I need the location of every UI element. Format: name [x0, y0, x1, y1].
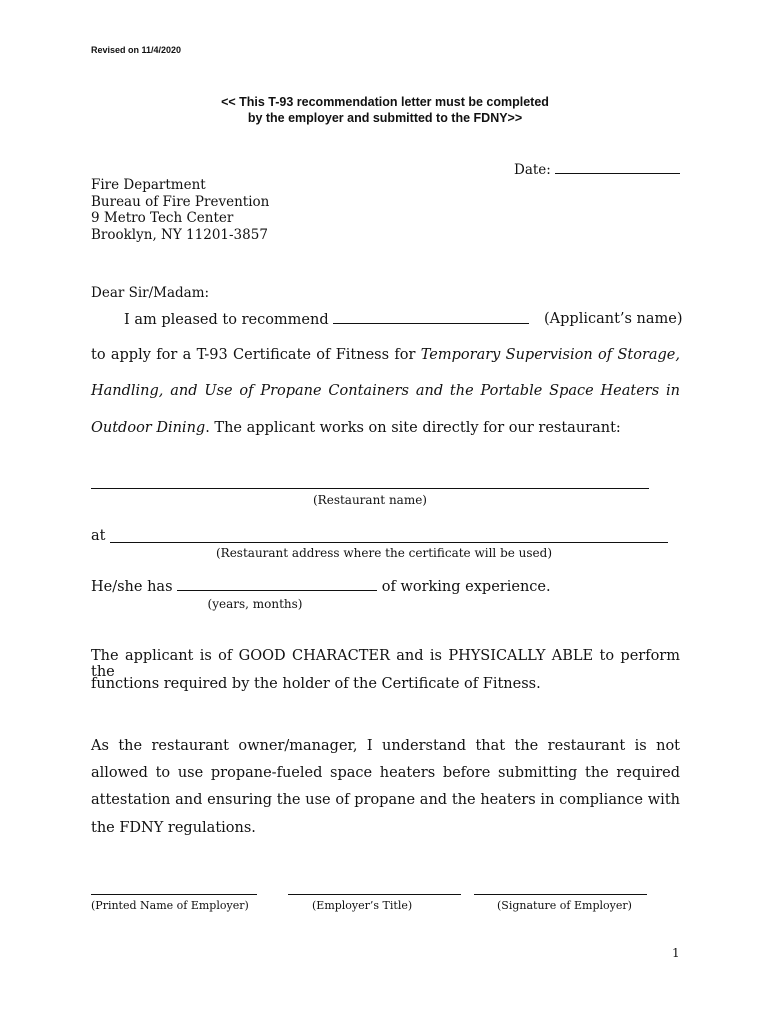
- understanding-line-4: the FDNY regulations.: [91, 820, 256, 836]
- body-line-2-italic: Temporary Supervision of Storage,: [420, 347, 680, 363]
- header-line-1: << This T-93 recommendation letter must be completed: [221, 95, 549, 109]
- body-line-3: [91, 383, 680, 399]
- body-line-4-rest: . The applicant works on site directly for our restaurant:: [205, 420, 621, 436]
- signature-caption: (Signature of Employer): [497, 899, 632, 912]
- understanding-line-2: allowed to use propane-fueled space heaters before submitting the required: [91, 765, 680, 781]
- address-line-3: 9 Metro Tech Center: [91, 210, 234, 226]
- recommend-prefix: I am pleased to recommend: [124, 312, 329, 328]
- body-line-3-italic: Handling, and Use of Propane Containers and the Portable Space Heaters in: [91, 383, 680, 399]
- date-field[interactable]: [514, 161, 680, 178]
- header-line-2: by the employer and submitted to the FDNY>>: [247, 111, 523, 125]
- applicant-name-blank[interactable]: [333, 311, 529, 324]
- experience-line: [91, 578, 551, 595]
- experience-prefix: He/she has: [91, 579, 173, 595]
- restaurant-name-blank[interactable]: [91, 488, 649, 489]
- restaurant-name-caption: (Restaurant name): [313, 493, 427, 507]
- at-label: at: [91, 528, 106, 544]
- signature-blank[interactable]: [474, 894, 647, 895]
- experience-caption: (years, months): [207, 597, 303, 611]
- body-line-2: [91, 347, 680, 363]
- recommend-line: [124, 311, 529, 328]
- salutation: Dear Sir/Madam:: [91, 285, 210, 301]
- address-line-2: Bureau of Fire Prevention: [91, 194, 270, 210]
- restaurant-address-caption: (Restaurant address where the certificate will be used): [215, 546, 553, 560]
- page-number: 1: [672, 946, 680, 960]
- revised-date: Revised on 11/4/2020: [91, 45, 182, 55]
- body-line-4-italic: Outdoor Dining: [91, 420, 206, 436]
- address-line-4: Brooklyn, NY 11201-3857: [91, 227, 268, 243]
- understanding-line-3: attestation and ensuring the use of propane and the heaters in compliance with: [91, 792, 680, 808]
- applicant-label: (Applicant’s name): [544, 311, 683, 327]
- character-line-2: functions required by the holder of the Certificate of Fitness.: [91, 676, 541, 692]
- employer-title-blank[interactable]: [288, 894, 461, 895]
- experience-blank[interactable]: [177, 578, 377, 591]
- date-label: Date:: [514, 162, 551, 178]
- printed-name-caption: (Printed Name of Employer): [91, 899, 249, 912]
- employer-title-caption: (Employer’s Title): [312, 899, 413, 912]
- character-line-1: The applicant is of GOOD CHARACTER and is PHYSICALLY ABLE to perform the: [91, 648, 680, 680]
- restaurant-address-blank[interactable]: [110, 542, 668, 543]
- body-line-4: [91, 420, 621, 436]
- body-line-2-prefix: to apply for a T-93 Certificate of Fitness for: [91, 347, 416, 363]
- experience-suffix: of working experience.: [381, 579, 551, 595]
- printed-name-blank[interactable]: [91, 894, 257, 895]
- date-blank[interactable]: [555, 161, 680, 174]
- understanding-line-1: As the restaurant owner/manager, I understand that the restaurant is not: [91, 738, 680, 754]
- address-line-1: Fire Department: [91, 177, 206, 193]
